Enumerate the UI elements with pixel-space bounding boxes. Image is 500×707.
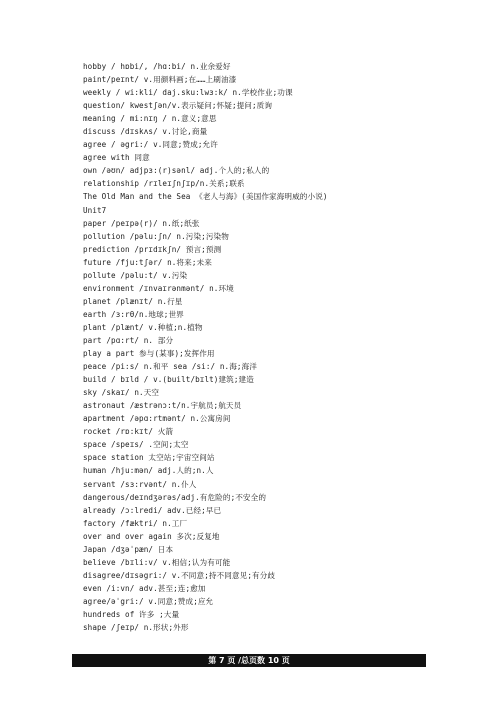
vocab-line: hobby / hɒbi/, /hɑ:bi/ n.业余爱好 [83, 62, 231, 71]
vocab-line: environment /ɪnvaɪrənmənt/ n.环境 [83, 283, 234, 293]
vocab-line: hundreds of 许多 ;大量 [83, 609, 180, 619]
vocab-line: discuss /dɪskʌs/ v.讨论,商量 [83, 127, 208, 137]
vocab-line: even /i:vn/ adv.甚至;连;愈加 [83, 583, 206, 593]
vocab-line: rocket /rɒ:kɪt/ 火箭 [83, 427, 174, 437]
vocab-line: shape /ʃeɪp/ n.形状;外形 [83, 623, 189, 633]
vocab-line: Japan /dʒəˈpæn/ 日本 [83, 544, 174, 554]
page-footer [72, 654, 426, 667]
vocab-line: play a part 参与(某事);发挥作用 [83, 349, 215, 359]
vocab-line: already /ɔ:lredi/ adv.已经;早已 [83, 505, 222, 515]
page-number-label: 第 7 页 /总页数 10 页 [208, 656, 290, 665]
vocab-line: part /pɑ:rt/ n. 部分 [83, 335, 174, 345]
vocab-line: over and over again 多次;反复地 [83, 531, 220, 541]
vocab-line: believe /bɪli:v/ v.相信;认为有可能 [83, 557, 231, 567]
vocab-line: sky /skaɪ/ n.天空 [83, 388, 160, 398]
vocabulary-list [83, 60, 463, 634]
vocab-line: plant /plænt/ v.种植;n.植物 [83, 322, 203, 332]
vocab-line: space /speɪs/ .空间;太空 [83, 440, 189, 450]
vocab-line: human /hju:mən/ adj.人的;n.人 [83, 466, 214, 476]
vocab-line: The Old Man and the Sea 《老人与海》(美国作家海明威的小说) [83, 192, 328, 202]
vocab-line: planet /plænɪt/ n.行星 [83, 296, 183, 306]
vocab-line: weekly / wi:kli/ daj.sku:lwɜ:k/ n.学校作业;功课 [83, 88, 293, 98]
vocab-line: meaning / mi:nɪŋ / n.意义;意思 [83, 114, 217, 124]
vocab-line: peace /pi:s/ n.和平 sea /si:/ n.海;海洋 [83, 362, 257, 372]
vocab-line: dangerous/deɪndʒərəs/adj.有危险的;不安全的 [83, 492, 267, 502]
vocab-line: agree / əgri:/ v.同意;赞成;允许 [83, 140, 218, 150]
vocab-line: space station 太空站;宇宙空间站 [83, 453, 215, 463]
vocab-line: build / bɪld / v.(built/bɪlt)建筑;建造 [83, 375, 254, 385]
vocab-line: Unit7 [83, 205, 107, 215]
vocab-line: servant /sɜ:rvənt/ n.仆人 [83, 479, 197, 489]
vocab-line: pollution /pəlu:ʃn/ n.污染;污染物 [83, 231, 229, 241]
vocab-line: prediction /prɪdɪkʃn/ 预言;预测 [83, 244, 222, 254]
vocab-line: question/ kwestʃən/v.表示疑问;怀疑;提问;质询 [83, 101, 273, 111]
vocab-line: future /fju:tʃər/ n.将来;未来 [83, 257, 212, 267]
vocab-line: disagree/dɪsəgri:/ v.不同意;持不同意见;有分歧 [83, 570, 276, 580]
vocab-line: astronaut /æstrənɔ:t/n.宇航员;航天员 [83, 401, 242, 411]
vocab-line: relationship /rɪleɪʃnʃɪp/n.关系;联系 [83, 179, 245, 189]
vocab-line: factory /fæktri/ n.工厂 [83, 518, 188, 528]
vocab-line: paint/peɪnt/ v.用颜料画;在……上刷油漆 [83, 75, 237, 85]
vocab-line: paper /peɪpə(r)/ n.纸;纸张 [83, 218, 200, 228]
vocab-line: earth /ɜ:rθ/n.地球;世界 [83, 309, 184, 319]
vocab-line: agree with 同意 [83, 153, 150, 163]
vocab-line: apartment /əpɑ:rtmənt/ n.公寓房间 [83, 414, 231, 424]
vocab-line: pollute /pəlu:t/ v.污染 [83, 270, 188, 280]
vocab-line: agree/əˈgri:/ v.同意;赞成;应允 [83, 596, 214, 606]
vocab-line: own /əʊn/ adjpɜ:(r)sənl/ adj.个人的;私人的 [83, 166, 270, 176]
